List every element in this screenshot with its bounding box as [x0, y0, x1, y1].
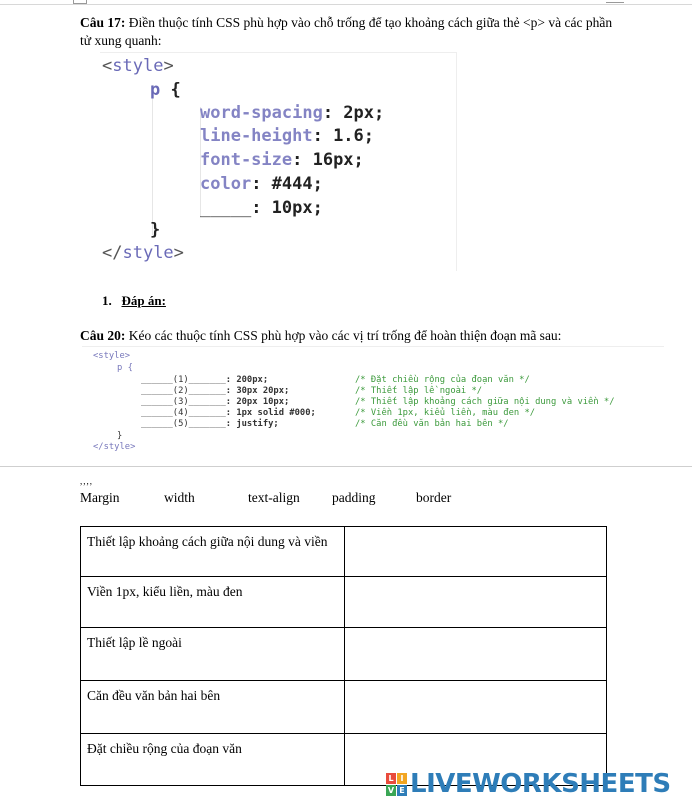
style-close-tag: </style> [93, 442, 136, 452]
top-page-border [0, 0, 692, 5]
css-declaration: word-spacing: 2px; [200, 103, 385, 123]
table-row [81, 681, 607, 734]
table-row [81, 628, 607, 681]
description-cell: Đặt chiều rộng của đoạn văn [81, 734, 345, 786]
style-open-tag: <style> [93, 351, 131, 361]
answer-drop-cell[interactable] [345, 628, 607, 681]
css-declaration: line-height: 1.6; [200, 126, 375, 146]
word-bank-item[interactable]: padding [332, 490, 376, 505]
question-20-text: Kéo các thuộc tính CSS phù hợp vào các vị trí trống để hoàn thiện đoạn mã sau: [125, 328, 562, 343]
css-selector: p { [150, 80, 181, 100]
description-cell: Thiết lập lề ngoài [81, 628, 345, 681]
logo-text: LIVEWORKSHEETS [410, 769, 671, 799]
code-comment: /* Đặt chiều rộng của đoạn văn */ [355, 375, 530, 385]
css-declaration: font-size: 16px; [200, 150, 364, 170]
code-line: ______(3)_______: 20px 10px; [141, 397, 290, 407]
css-close-brace: } [117, 431, 123, 441]
liveworksheets-logo [386, 770, 686, 800]
style-close-tag: </style> [102, 243, 184, 263]
logo-blocks-icon: L I V E [386, 773, 408, 797]
code-line: ______(2)_______: 30px 20px; [141, 386, 290, 396]
question-20 [80, 328, 561, 344]
question-17-text: Điền thuộc tính CSS phù hợp vào chỗ trống để tạo khoảng cách giữa thẻ <p> và các phần tử xung quanh: [80, 15, 613, 48]
description-cell: Viền 1px, kiểu liền, màu đen [81, 577, 345, 628]
description-cell: Căn đều văn bản hai bên [81, 681, 345, 734]
code-line: ______(4)_______: 1px solid #000; [141, 408, 316, 418]
answer-label: 1. Đáp án: [102, 293, 166, 308]
page-edge-mark [606, 2, 624, 3]
code-comment: /* Căn đều văn bản hai bên */ [355, 419, 509, 429]
answer-drop-cell[interactable] [345, 681, 607, 734]
code-comment: /* Thiết lập lề ngoài */ [355, 386, 483, 396]
question-17-label: Câu 17: [80, 15, 126, 30]
css-declaration: color: #444; [200, 174, 323, 194]
word-bank-item[interactable]: Margin [80, 490, 120, 505]
code-comment: /* Thiết lập khoảng cách giữa nội dung và viền */ [355, 397, 615, 407]
indent-guide [152, 85, 153, 235]
word-bank-item[interactable]: border [416, 490, 452, 505]
css-close-brace: } [150, 220, 161, 240]
answer-drop-cell[interactable] [345, 527, 607, 577]
css-blank-declaration: _____: 10px; [200, 198, 323, 218]
word-bank-item[interactable]: width [164, 490, 195, 505]
matching-table [80, 526, 607, 786]
css-selector: p { [117, 363, 133, 373]
answer-drop-cell[interactable] [345, 577, 607, 628]
code-block-17 [100, 52, 457, 271]
question-20-label: Câu 20: [80, 328, 126, 343]
description-cell: Thiết lập khoảng cách giữa nội dung và viền [81, 527, 345, 577]
code-line: ______(5)_______: justify; [141, 419, 279, 429]
section-divider [0, 466, 692, 467]
style-open-tag: <style> [102, 56, 174, 76]
code-line: ______(1)_______: 200px; [141, 375, 269, 385]
code-comment: /* Viền 1px, kiểu liền, màu đen */ [355, 408, 536, 418]
question-17 [80, 14, 620, 50]
table-row [81, 577, 607, 628]
table-row [81, 527, 607, 577]
word-bank-item[interactable]: text-align [248, 490, 300, 505]
dots-marker: ,,,, [80, 476, 93, 486]
page-corner-mark [73, 0, 87, 4]
code-block-20 [82, 346, 664, 455]
